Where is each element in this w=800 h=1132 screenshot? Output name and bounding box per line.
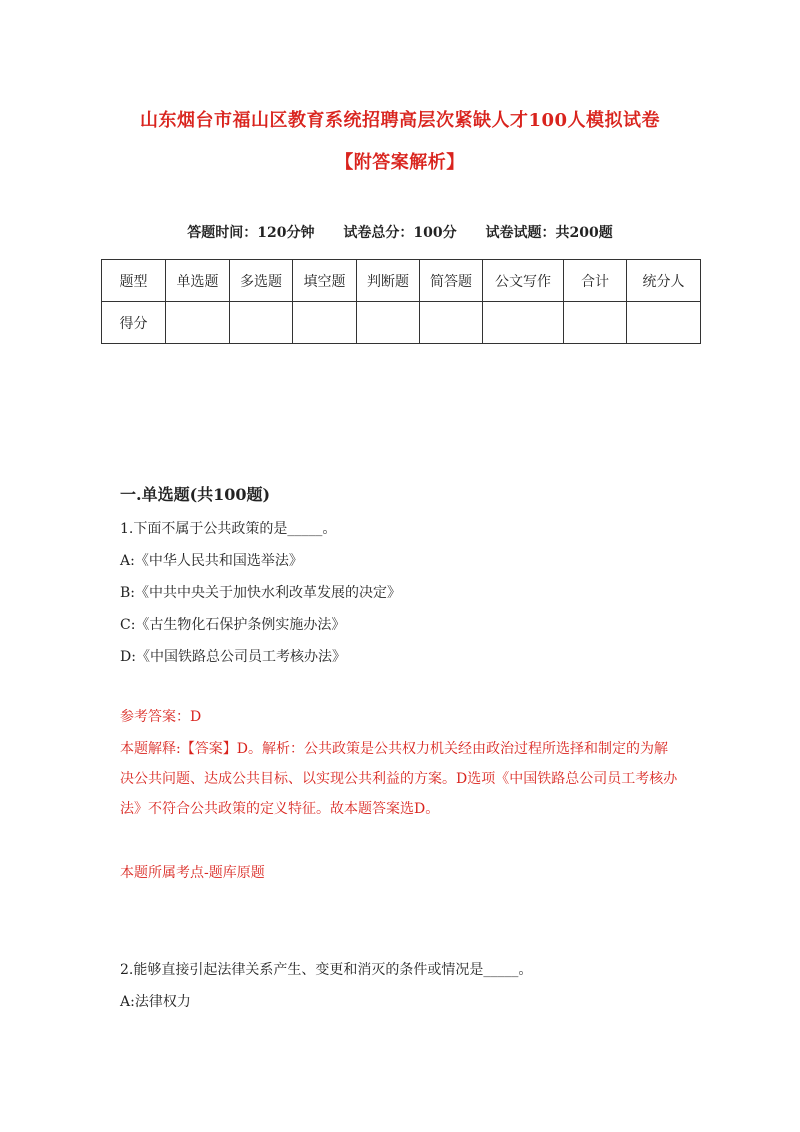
table-header-cell: 公文写作 (483, 260, 564, 302)
table-header-cell: 填空题 (293, 260, 357, 302)
question-1-stem: 1.下面不属于公共政策的是_____。 (120, 521, 337, 537)
document-title: 山东烟台市福山区教育系统招聘高层次紧缺人才100人模拟试卷 (139, 110, 661, 131)
score-cell (483, 302, 564, 344)
score-cell (564, 302, 627, 344)
document-subtitle: 【附答案解析】 (335, 152, 465, 173)
table-header-cell: 多选题 (230, 260, 293, 302)
score-cell (627, 302, 701, 344)
question-1-option-d: D:《中国铁路总公司员工考核办法》 (120, 649, 346, 665)
table-header-cell: 统分人 (627, 260, 701, 302)
table-row-label: 得分 (102, 302, 166, 344)
score-table-score-row (102, 302, 701, 344)
score-table (101, 259, 701, 344)
table-header-cell: 题型 (102, 260, 166, 302)
score-table-header-row (102, 260, 701, 302)
score-cell (293, 302, 357, 344)
score-cell (230, 302, 293, 344)
question-1-answer: 参考答案：D (120, 709, 202, 725)
exam-question-count: 试卷试题：共200题 (485, 225, 613, 241)
exam-meta (0, 222, 800, 242)
question-1-source: 本题所属考点-题库原题 (120, 865, 265, 881)
question-1-explanation: 本题解释:【答案】D。解析：公共政策是公共权力机关经由政治过程所选择和制定的为解决公共问题、达成公共目标、以实现公共利益的方案。D选项《中国铁路总公司员工考核办法》不符合公共政策的定义特征。故本题答案选D。 (120, 741, 678, 817)
question-2-stem: 2.能够直接引起法律关系产生、变更和消灭的条件或情况是_____。 (120, 962, 533, 978)
score-cell (166, 302, 230, 344)
question-1-option-a: A:《中华人民共和国选举法》 (120, 553, 303, 569)
table-header-cell: 简答题 (420, 260, 483, 302)
score-cell (420, 302, 483, 344)
exam-time: 答题时间：120分钟 (187, 225, 315, 241)
score-cell (357, 302, 420, 344)
question-2-option-a: A:法律权力 (120, 994, 191, 1010)
table-header-cell: 判断题 (357, 260, 420, 302)
table-header-cell: 合计 (564, 260, 627, 302)
question-1-option-c: C:《古生物化石保护条例实施办法》 (120, 617, 346, 633)
question-1-option-b: B:《中共中央关于加快水利改革发展的决定》 (120, 585, 402, 601)
table-header-cell: 单选题 (166, 260, 230, 302)
section-title: 一.单选题(共100题) (120, 485, 271, 504)
exam-total-score: 试卷总分：100分 (343, 225, 457, 241)
